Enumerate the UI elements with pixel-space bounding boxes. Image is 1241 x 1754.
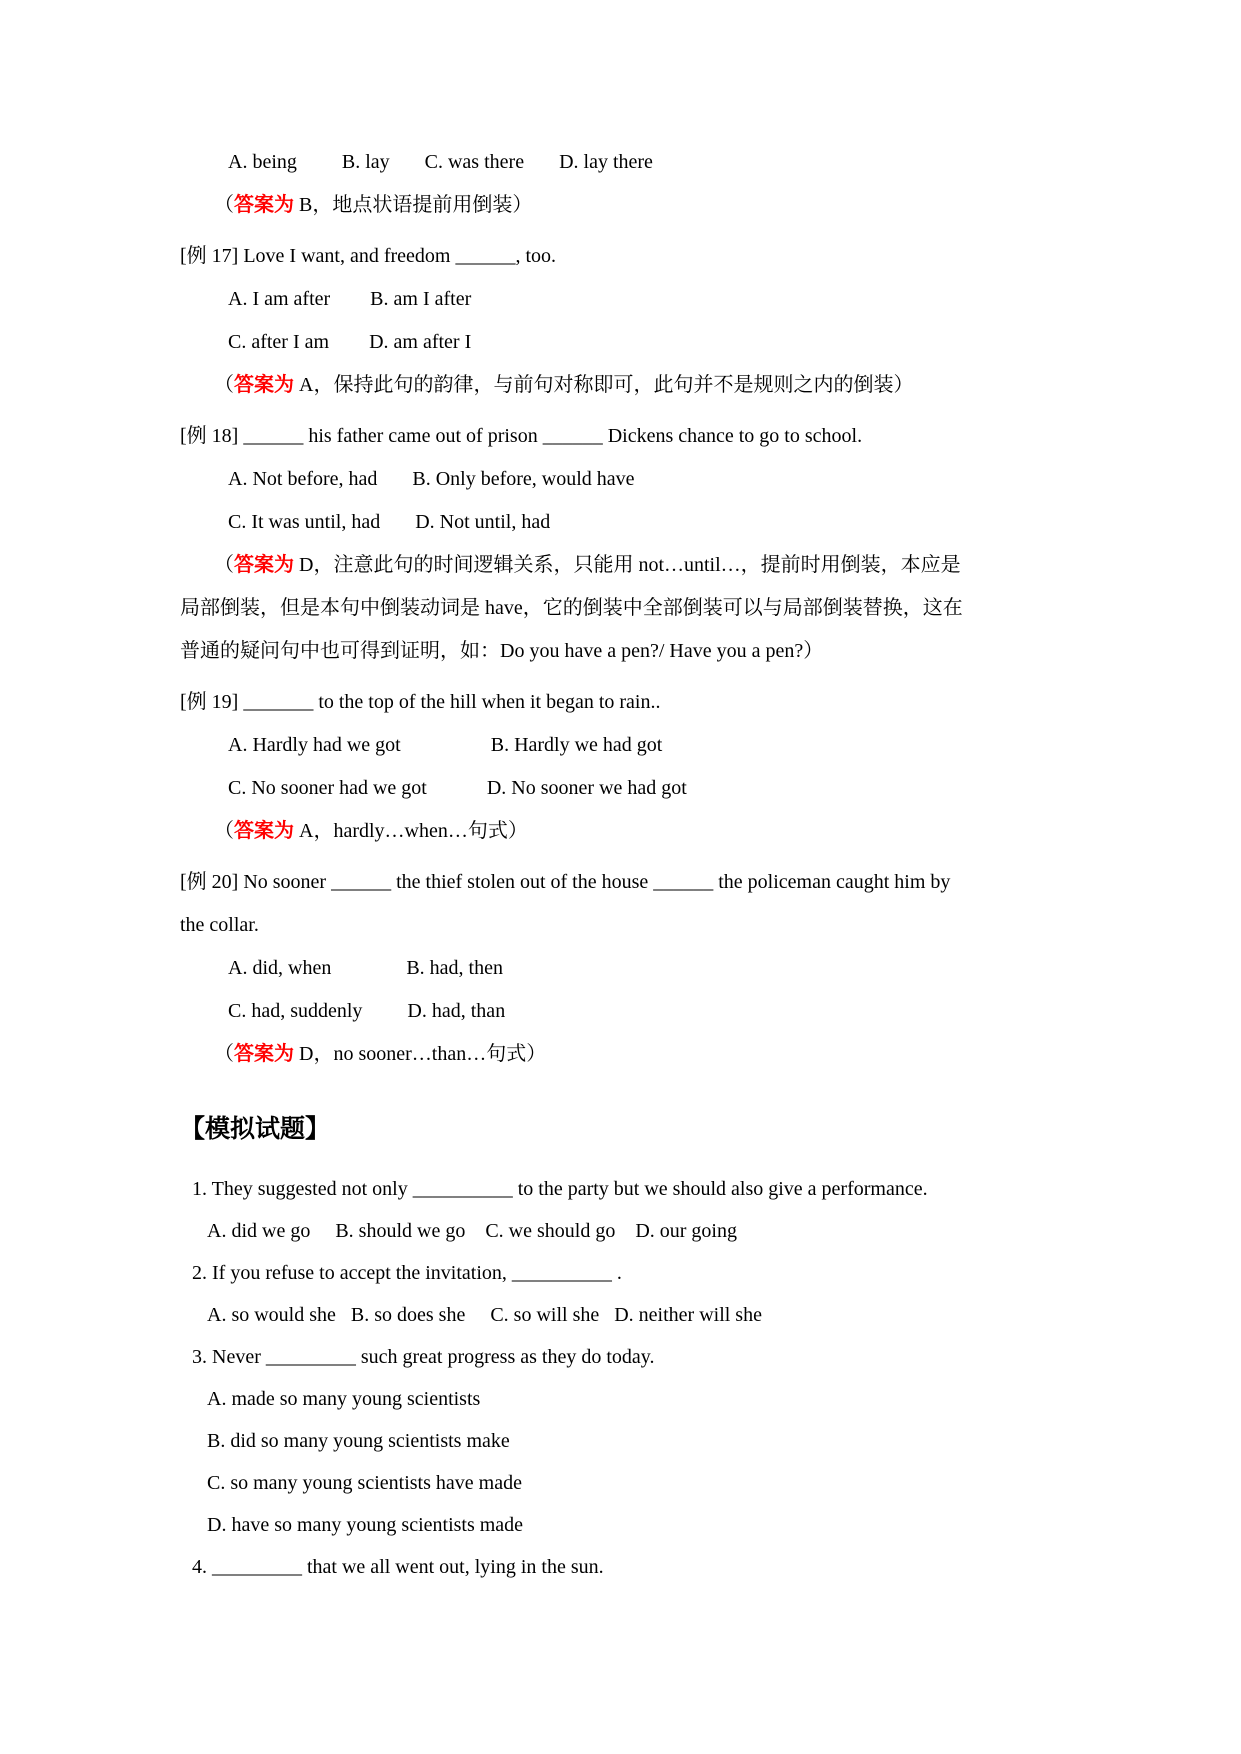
doc-line-options xyxy=(180,458,1201,501)
doc-line-example xyxy=(180,415,1201,458)
text-run: 普通的疑问句中也可得到证明，如：Do you have a pen?/ Have you a pen?） xyxy=(180,640,824,662)
doc-line-options xyxy=(180,321,1201,364)
doc-line-options xyxy=(180,278,1201,321)
doc-line-qoption xyxy=(180,1294,1201,1336)
text-run: 【模拟试题】 xyxy=(180,1116,331,1143)
doc-line-cont xyxy=(180,630,1201,673)
doc-line-options xyxy=(180,767,1201,810)
text-run: A. did, when B. had, then xyxy=(228,957,503,979)
answer-label-red: 答案为 xyxy=(234,820,294,842)
text-run: 3. Never _________ such great progress as they do today. xyxy=(192,1346,655,1368)
doc-line-cont xyxy=(180,587,1201,630)
doc-line-answer xyxy=(180,810,1201,853)
answer-label-red: 答案为 xyxy=(234,1043,294,1065)
text-run: D，no sooner…than…句式） xyxy=(294,1043,547,1065)
text-run: 局部倒装，但是本句中倒装动词是 have，它的倒装中全部倒装可以与局部倒装替换，这在 xyxy=(180,597,963,619)
doc-line-options xyxy=(180,990,1201,1033)
doc-line-options xyxy=(180,141,1201,184)
text-run: （ xyxy=(214,374,234,396)
text-run: A. being B. lay C. was there D. lay there xyxy=(228,151,653,173)
answer-label-red: 答案为 xyxy=(234,194,294,216)
doc-line-answer xyxy=(180,544,1201,587)
doc-line-qoption xyxy=(180,1210,1201,1252)
text-run: A. Not before, had B. Only before, would have xyxy=(228,468,635,490)
text-run: A，保持此句的韵律，与前句对称即可，此句并不是规则之内的倒装） xyxy=(294,374,914,396)
doc-line-qoption xyxy=(180,1420,1201,1462)
doc-line-answer xyxy=(180,1033,1201,1076)
text-run: A，hardly…when…句式） xyxy=(294,820,528,842)
doc-line-cont xyxy=(180,904,1201,947)
text-run: C. It was until, had D. Not until, had xyxy=(228,511,551,533)
answer-label-red: 答案为 xyxy=(234,554,294,576)
text-run: D，注意此句的时间逻辑关系，只能用 not…until…，提前时用倒装，本应是 xyxy=(294,554,961,576)
doc-line-example xyxy=(180,681,1201,724)
text-run: C. so many young scientists have made xyxy=(207,1472,522,1494)
doc-line-question xyxy=(180,1252,1201,1294)
text-run: A. I am after B. am I after xyxy=(228,288,472,310)
text-run: （ xyxy=(214,1043,234,1065)
text-run: [例 19] _______ to the top of the hill when it began to rain.. xyxy=(180,691,661,713)
answer-label-red: 答案为 xyxy=(234,374,294,396)
doc-line-heading xyxy=(180,1106,1201,1154)
text-run: （ xyxy=(214,194,234,216)
doc-line-options xyxy=(180,501,1201,544)
doc-line-answer xyxy=(180,364,1201,407)
text-run: 4. _________ that we all went out, lying in the sun. xyxy=(192,1556,604,1578)
text-run: A. made so many young scientists xyxy=(207,1388,481,1410)
text-run: B，地点状语提前用倒装） xyxy=(294,194,533,216)
text-run: [例 18] ______ his father came out of prison ______ Dickens chance to go to school. xyxy=(180,425,863,447)
doc-line-question xyxy=(180,1168,1201,1210)
text-run: （ xyxy=(214,820,234,842)
doc-line-options xyxy=(180,947,1201,990)
text-run: 2. If you refuse to accept the invitation, __________ . xyxy=(192,1262,622,1284)
text-run: 1. They suggested not only __________ to the party but we should also give a performance. xyxy=(192,1178,928,1200)
doc-line-answer xyxy=(180,184,1201,227)
text-run: D. have so many young scientists made xyxy=(207,1514,524,1536)
doc-line-question xyxy=(180,1336,1201,1378)
doc-line-options xyxy=(180,724,1201,767)
doc-line-example xyxy=(180,235,1201,278)
doc-line-example xyxy=(180,861,1201,904)
text-run: [例 20] No sooner ______ the thief stolen out of the house ______ the policeman caught him by xyxy=(180,871,951,893)
text-run: B. did so many young scientists make xyxy=(207,1430,510,1452)
text-run: A. so would she B. so does she C. so will she D. neither will she xyxy=(207,1304,762,1326)
text-run: A. did we go B. should we go C. we should go D. our going xyxy=(207,1220,737,1242)
doc-line-qoption xyxy=(180,1462,1201,1504)
text-run: A. Hardly had we got B. Hardly we had got xyxy=(228,734,663,756)
doc-line-qoption xyxy=(180,1504,1201,1546)
text-run: C. had, suddenly D. had, than xyxy=(228,1000,506,1022)
text-run: [例 17] Love I want, and freedom ______, too. xyxy=(180,245,557,267)
text-run: C. after I am D. am after I xyxy=(228,331,472,353)
doc-line-question xyxy=(180,1546,1201,1588)
text-run: the collar. xyxy=(180,914,259,936)
text-run: C. No sooner had we got D. No sooner we had got xyxy=(228,777,687,799)
text-run: （ xyxy=(214,554,234,576)
document-body xyxy=(180,141,1201,1588)
doc-line-qoption xyxy=(180,1378,1201,1420)
